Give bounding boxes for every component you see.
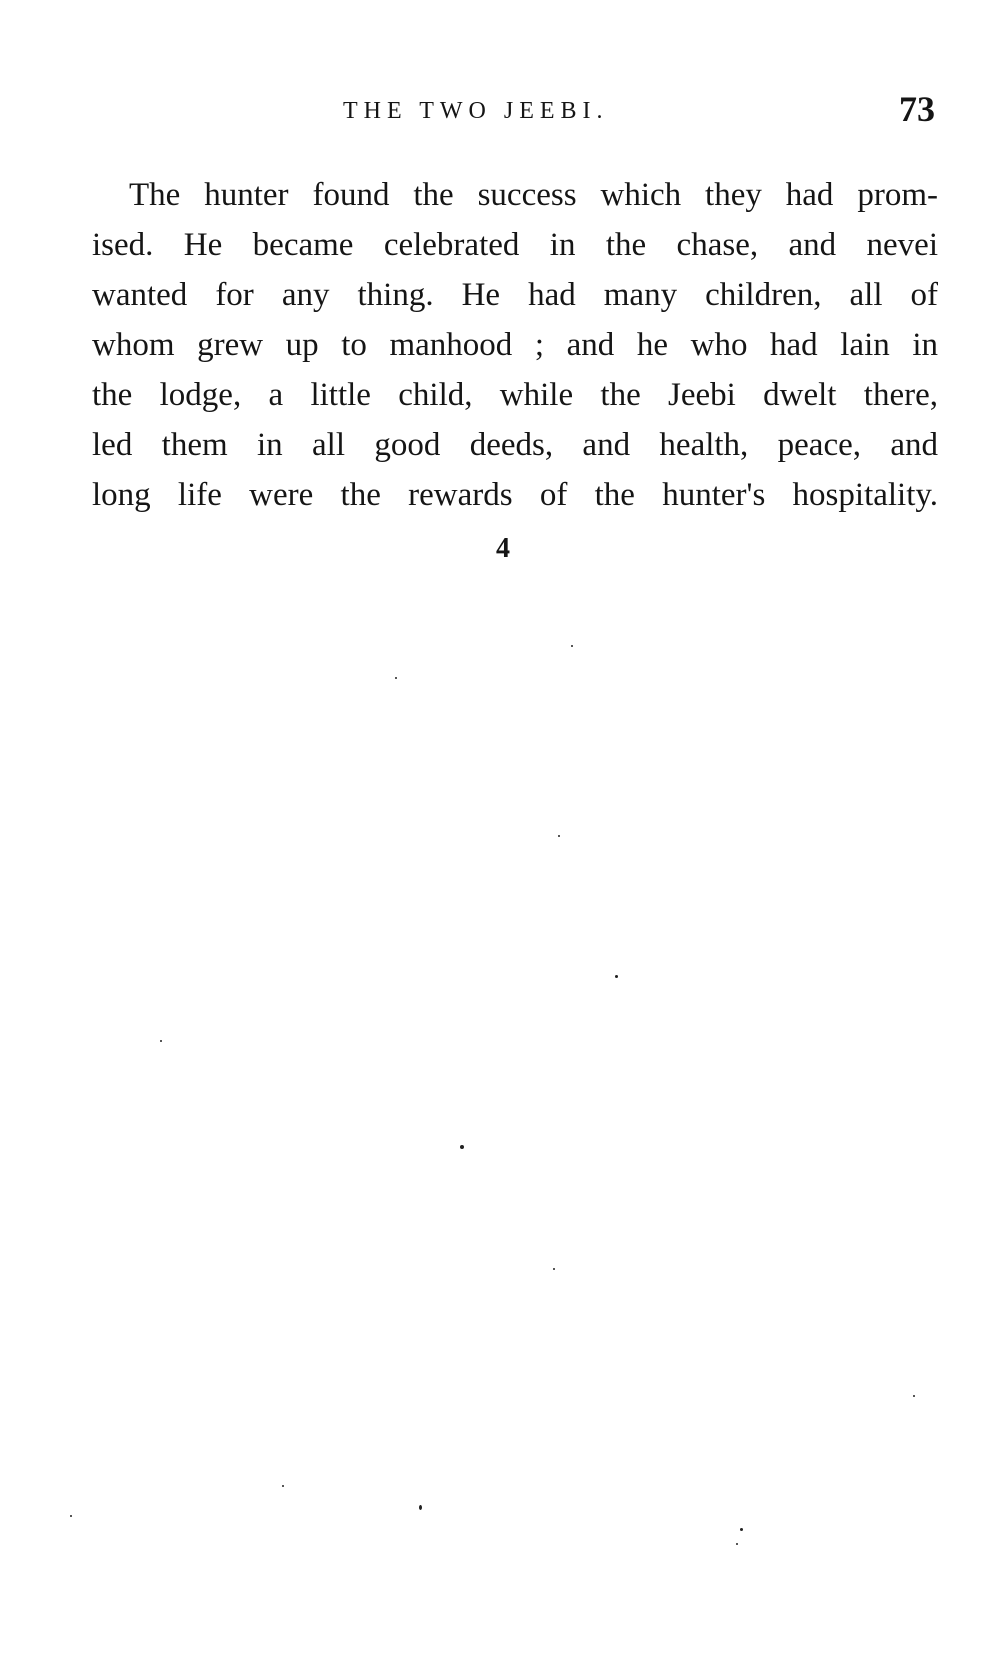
signature-mark: 4: [496, 533, 510, 564]
page-number: 73: [899, 89, 935, 129]
paper-speck: [615, 975, 618, 978]
paper-speck: [571, 645, 573, 647]
paper-speck: [740, 1528, 743, 1531]
paper-speck: [160, 1040, 162, 1042]
paper-speck: [553, 1268, 555, 1270]
body-paragraph: [92, 170, 938, 520]
paper-speck: [70, 1515, 72, 1517]
running-head-title: THE TWO JEEBI.: [343, 98, 609, 124]
paper-speck: [419, 1505, 422, 1510]
text-line: long life were the rewards of the hunter's hospitality.: [92, 477, 938, 513]
paper-speck: [736, 1543, 738, 1545]
paper-speck: [395, 677, 397, 679]
text-line: whom grew up to manhood ; and he who had lain in: [92, 327, 938, 363]
text-line: ised. He became celebrated in the chase, and nevei: [92, 227, 938, 263]
paper-speck: [460, 1145, 464, 1149]
text-line: The hunter found the success which they had prom-: [129, 177, 938, 213]
text-line: led them in all good deeds, and health, peace, and: [92, 427, 938, 463]
paper-speck: [913, 1395, 915, 1397]
text-line: wanted for any thing. He had many children, all of: [92, 277, 938, 313]
paper-speck: [558, 835, 560, 837]
text-line: the lodge, a little child, while the Jeebi dwelt there,: [92, 377, 938, 413]
paper-speck: [282, 1485, 284, 1487]
